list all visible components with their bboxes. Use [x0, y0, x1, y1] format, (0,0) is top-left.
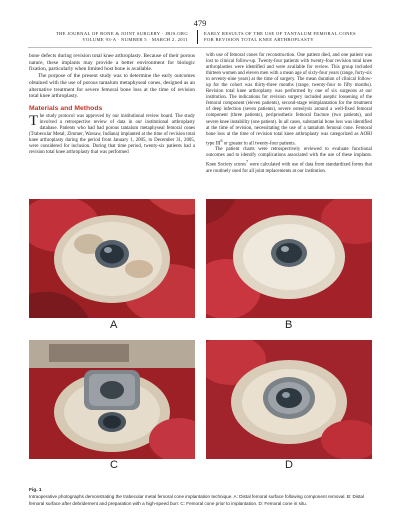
panel-label-a: A	[110, 319, 118, 331]
intro-paragraph-end: bone defects during revision total knee arthroplasty. Because of their porous nature, these implants may provide a better environment for biologic fixation, particularly when limited host bone is available.	[29, 53, 195, 73]
outcomes-paragraph	[206, 147, 372, 175]
article-short-title-line2: FOR REVISION TOTAL KNEE ARTHROPLASTY	[204, 37, 314, 42]
surgical-photo-b	[206, 199, 372, 318]
running-head-divider	[197, 30, 198, 44]
figure-panel-c	[29, 340, 195, 459]
methods-paragraph	[29, 114, 195, 156]
journal-title: THE JOURNAL OF BONE & JOINT SURGERY · JBJS.ORG	[55, 31, 188, 36]
methods-text: he study protocol was approved by our institutional review board. The study involved a retrospective review of data in our institutional arthroplasty database. Patients who had had porous tantalum metaphyseal femoral cones (Trabecular Metal; Zimmer, Warsaw, Indiana) implanted at the time of revision total knee arthroplasty during the period from January 1, 2005, to December 31, 2005, were considered for inclusion. During that time period, twenty-six patients had a revision total knee arthroplasty that was performed	[29, 113, 195, 156]
left-text-column	[29, 53, 195, 156]
figure-caption-title: Fig. 1	[29, 488, 42, 493]
right-text-column	[206, 53, 372, 175]
panel-label-d: D	[285, 459, 293, 471]
surgical-photo-a	[29, 199, 195, 318]
journal-volume: VOLUME 93-A · NUMBER 5 · MARCH 2, 2011	[82, 37, 188, 42]
outcomes-text-end: were calculated with use of data from standardized forms that are routinely used for all joint replacements at our institution.	[206, 163, 372, 175]
figure-caption-text: Intraoperative photographs demonstrating the trabecular metal femoral cone implantation technique. A: Distal femoral surface following component removal. B: Distal femoral surface after debridement and preparation with a high-speed burr. C: Femoral cone prior to implantation. D: Femoral cone in situ.	[29, 494, 365, 506]
figure-panel-a	[29, 199, 195, 318]
surgical-photo-d	[206, 340, 372, 459]
surgical-photo-c	[29, 340, 195, 459]
cohort-paragraph	[206, 53, 372, 147]
running-head-left	[28, 31, 188, 43]
article-short-title-line1: EARLY RESULTS OF THE USE OF TANTALUM FEMORAL CONES	[204, 31, 356, 36]
cohort-text: with use of femoral cones for reconstruction. One patient died, and one patient was lost to clinical follow-up. Twenty-four patients with twenty-four revision total knee arthroplasties were identified and were available for review. This group included thirteen women and eleven men with a mean age of sixty-four years (range, forty-six to seventy-nine years) at the time of surgery. The mean duration of clinical follow-up for the cohort was thirty-three months (range, twenty-four to fifty months). Revision total knee arthroplasty was performed by one of six surgeons at our institution. The indications for revision surgery included aseptic loosening of the femoral component (eleven patients), second-stage reimplantation for the treatment of deep infection (seven patients), severe osteolysis around a well-fixed femoral component (three patients), periprosthetic femoral fracture (two patients), and severe knee instability (one patient). In all cases, substantial bone loss was identified at the time of revision, necessitating the use of a tantalum femoral cone. Femoral bone loss at the time of revision total knee arthroplasty was categorized as AORI type III	[206, 53, 372, 147]
section-heading-methods: Materials and Methods	[29, 104, 103, 112]
footnote-reference: 6	[220, 137, 223, 143]
outcomes-text: The patient charts were retrospectively reviewed to evaluate functional outcomes and to identify complications associated with the use of these implants. Knee Society scores	[206, 147, 372, 169]
figure-caption	[29, 488, 374, 507]
header-rule	[28, 47, 372, 48]
purpose-paragraph: The purpose of the present study was to determine the early outcomes obtained with the use of porous tantalum metaphyseal cones, designed as an alternative treatment for severe femoral bone loss at the time of revision total knee arthroplasty.	[29, 73, 195, 100]
drop-cap: T	[29, 112, 39, 129]
panel-label-b: B	[285, 319, 293, 331]
figure-panel-b	[206, 199, 372, 318]
running-head-right	[204, 31, 376, 43]
page-number: 479	[193, 18, 207, 28]
panel-label-c: C	[110, 459, 118, 471]
footnote-reference-2: 7	[246, 159, 249, 165]
figure-panel-d	[206, 340, 372, 459]
cohort-text-end: or greater in all twenty-four patients.	[222, 141, 296, 147]
